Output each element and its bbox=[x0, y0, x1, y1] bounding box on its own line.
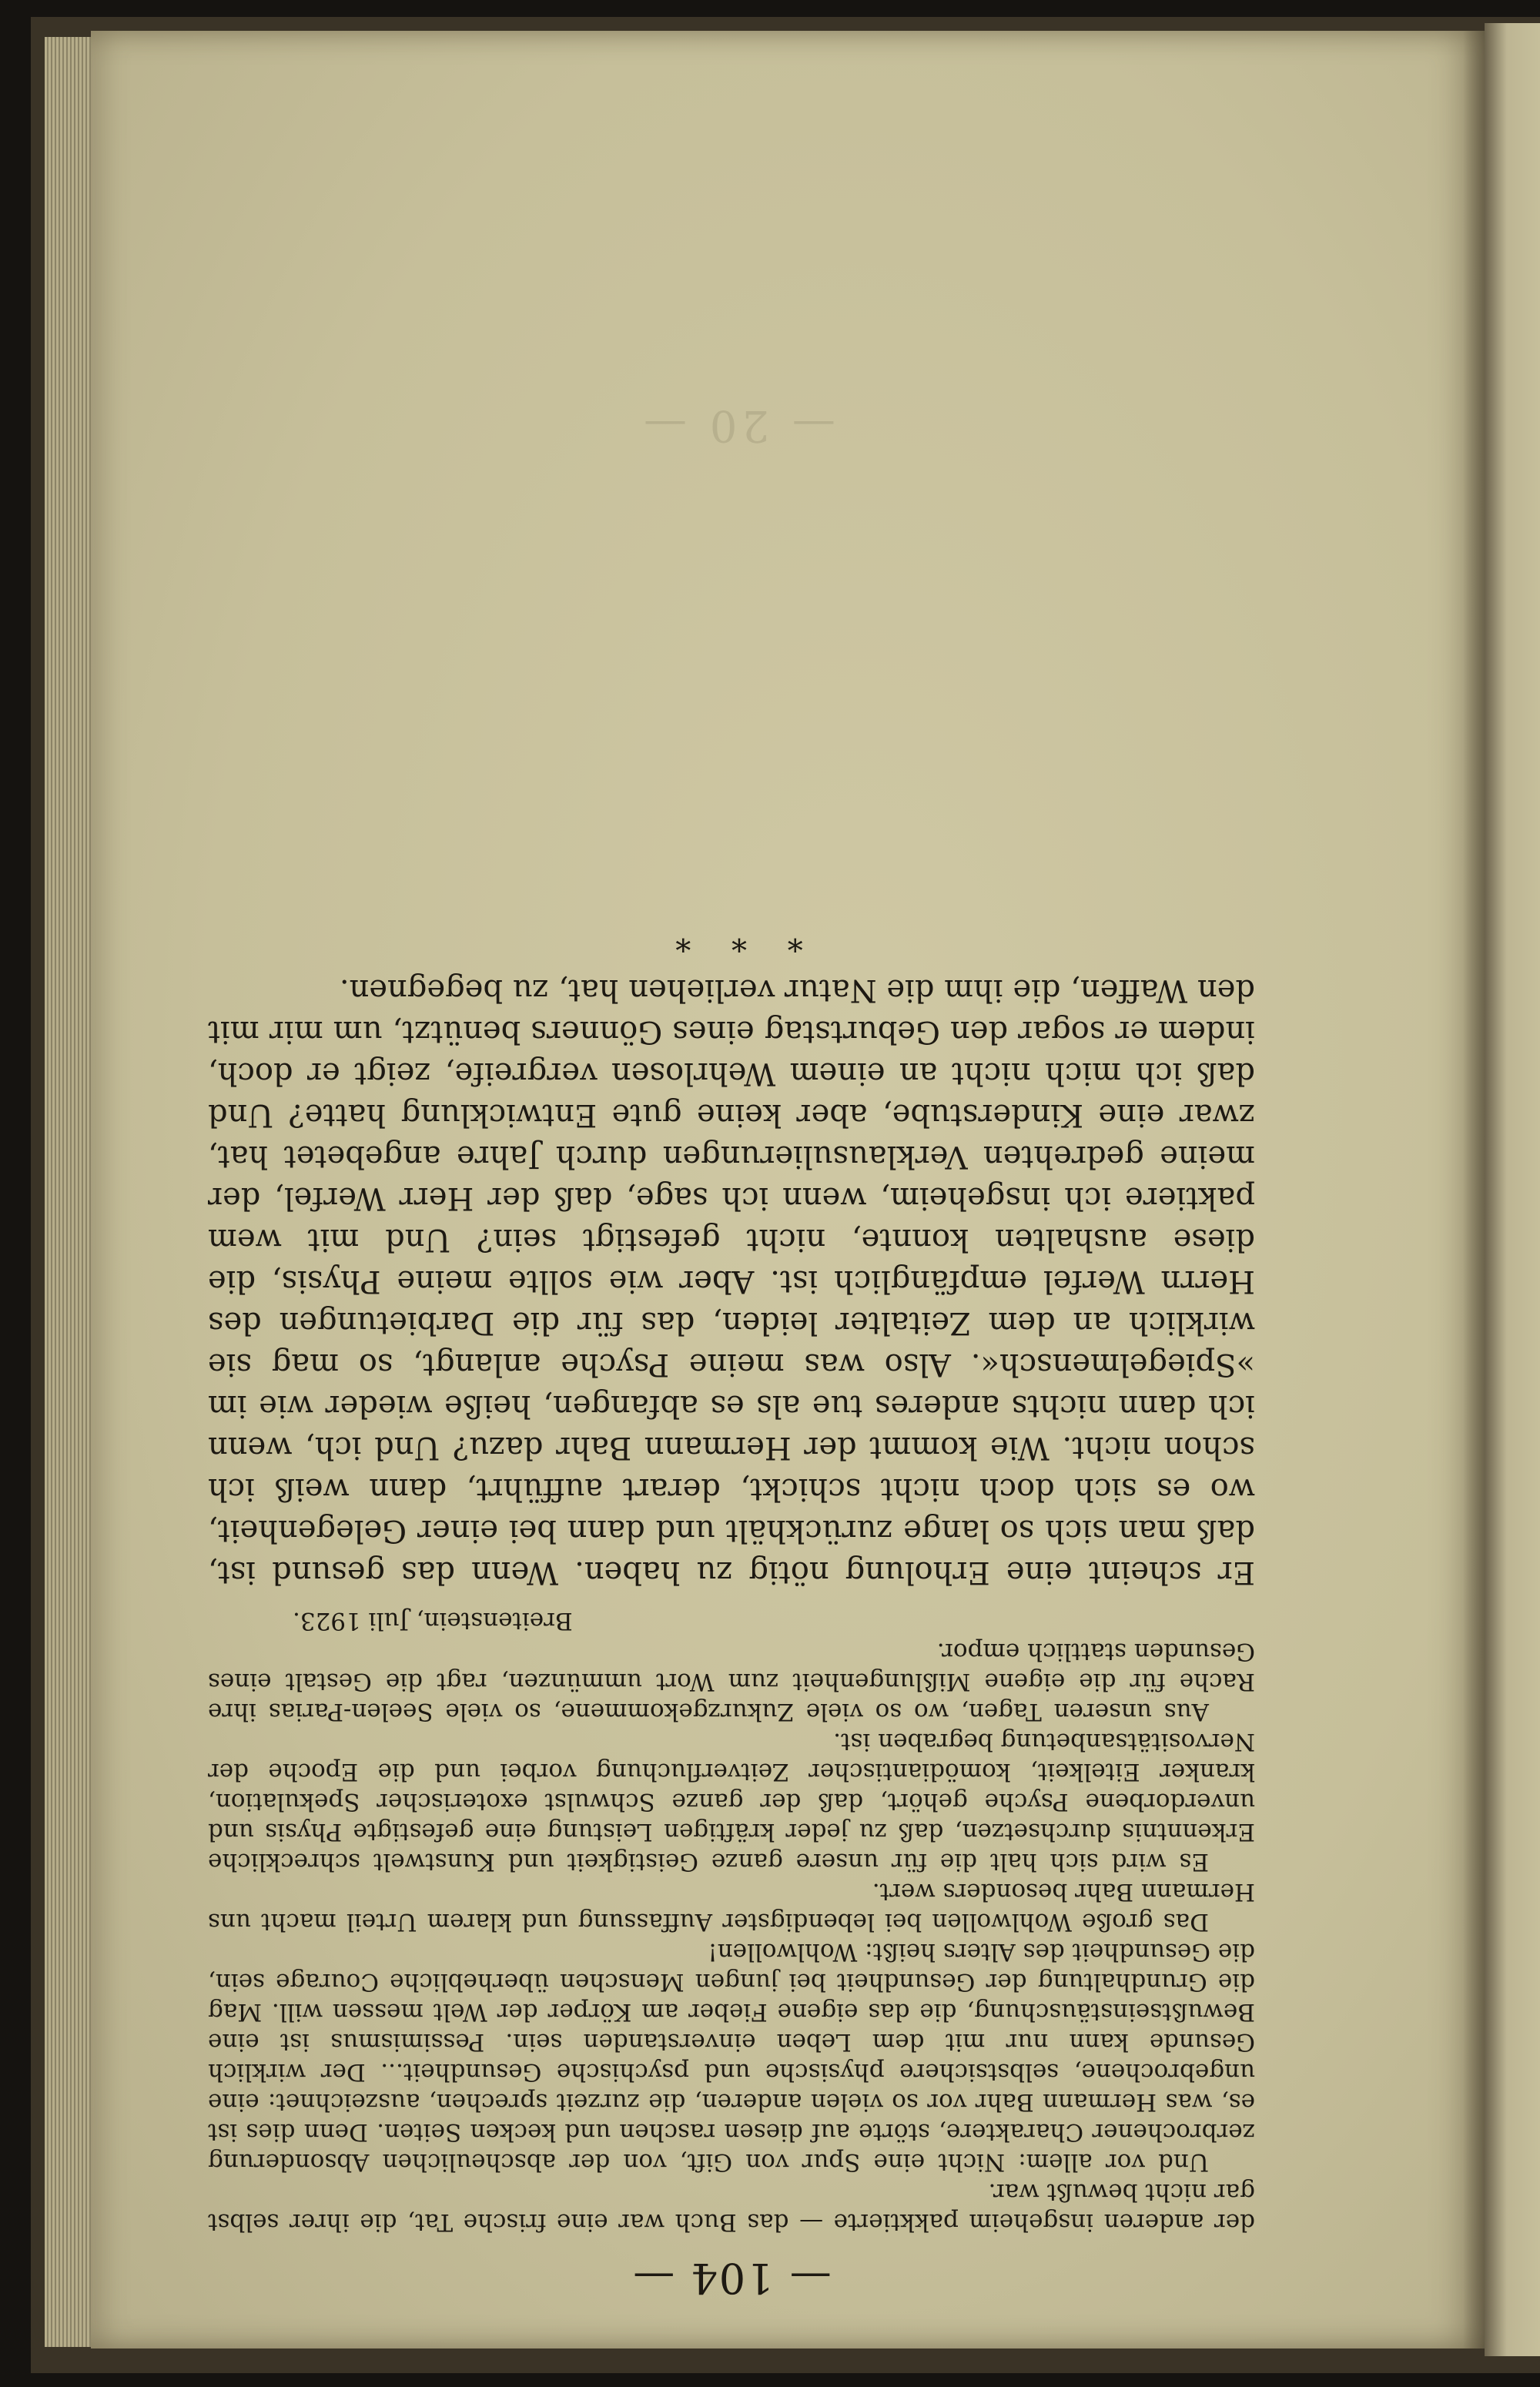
paragraph: Das große Wohlwollen bei lebendigster Auffassung und klarem Urteil macht uns Hermann Bahr besonders wert. bbox=[208, 1878, 1255, 1936]
paragraph: Es wird sich halt die für unsere ganze Geistigkeit und Kunstwelt schreckliche Erkenntnis durchsetzen, daß zu jeder kräftigen Leistung eine gefestigte Physis und unverdorbene Psyche gehört, daß der ganze Schwulst exoterischer Spekulation, kranker Eitelkeit, komödiantischer Zeitverfluchung vorbei und die Epoche der Nervositätsanbetung begraben ist. bbox=[208, 1728, 1255, 1876]
asterism: * * * bbox=[660, 922, 803, 957]
small-print-section bbox=[208, 1636, 1255, 2237]
show-through-page-number: — 20 — bbox=[639, 400, 835, 450]
right-page-edge bbox=[1485, 23, 1540, 2356]
paragraph: Aus unseren Tagen, wo so viele Zukurzgekommene, so viele Seelen-Parias ihre Rache für die eigene Mißlungenheit zum Wort ummünzen, ragt die Gestalt eines Gesunden stattlich empor. bbox=[208, 1638, 1255, 1726]
large-print-section bbox=[208, 969, 1255, 1593]
paragraph: Und vor allem: Nicht eine Spur von Gift, von der abscheulichen Absonderung zerbrochener Charaktere, störte auf diesen raschen und kecken Seiten. Denn dies ist es, was Hermann Bahr vor so vielen anderen, die zurzeit sprechen, auszeichnet: eine ungebrochene, selbstsichere physische und psychische Gesundheit... Der wirklich Gesunde kann nur mit dem Leben einverstanden sein. Pessimismus ist eine Bewußtseinstäuschung, die das eigene Fieber am Körper der Welt messen will. Mag die Grundhaltung der Gesundheit bei jungen Menschen überhebliche Courage sein, die Gesundheit des Alters heißt: Wohlwollen! bbox=[208, 1938, 1255, 2176]
place-date-signature: Breitenstein, Juli 1923. bbox=[293, 1607, 573, 1635]
paragraph: der anderen insgeheim pakktierte — das Buch war eine frische Tat, die ihrer selbst gar nicht bewußt war. bbox=[208, 2178, 1255, 2236]
page-number: — 104 — bbox=[631, 2254, 832, 2302]
page-content bbox=[208, 100, 1255, 2302]
paragraph: Er scheint eine Erholung nötig zu haben. Wenn das gesund ist, daß man sich so lange zurückhält und dann bei einer Gelegenheit, wo es sich doch nicht schickt, derart aufführt, dann weiß ich schon nicht. Wie kommt der Hermann Bahr dazu? Und ich, wenn ich dann nichts anderes tue als es abfangen, heiße wieder wie im »Spiegelmensch«. Also was meine Psyche anlangt, so mag sie wirklich an dem Zeitalter leiden, das für die Darbietungen des Herrn Werfel empfänglich ist. Aber wie sollte meine Physis, die diese aushalten konnte, nicht gefestigt sein? Und mit wem paktiere ich insgeheim, wenn ich sage, daß der Herr Werfel, der meine gedrehten Verklausulierungen durch Jahre angebetet hat, zwar eine Kinderstube, aber keine gute Entwicklung hatte? Und daß ich mich nicht an einem Wehrlosen vergreife, zeigt er doch, indem er sogar den Geburtstag eines Gönners benützt, um mir mit den Waffen, die ihm die Natur verliehen hat, zu begegnen. bbox=[208, 973, 1255, 1590]
